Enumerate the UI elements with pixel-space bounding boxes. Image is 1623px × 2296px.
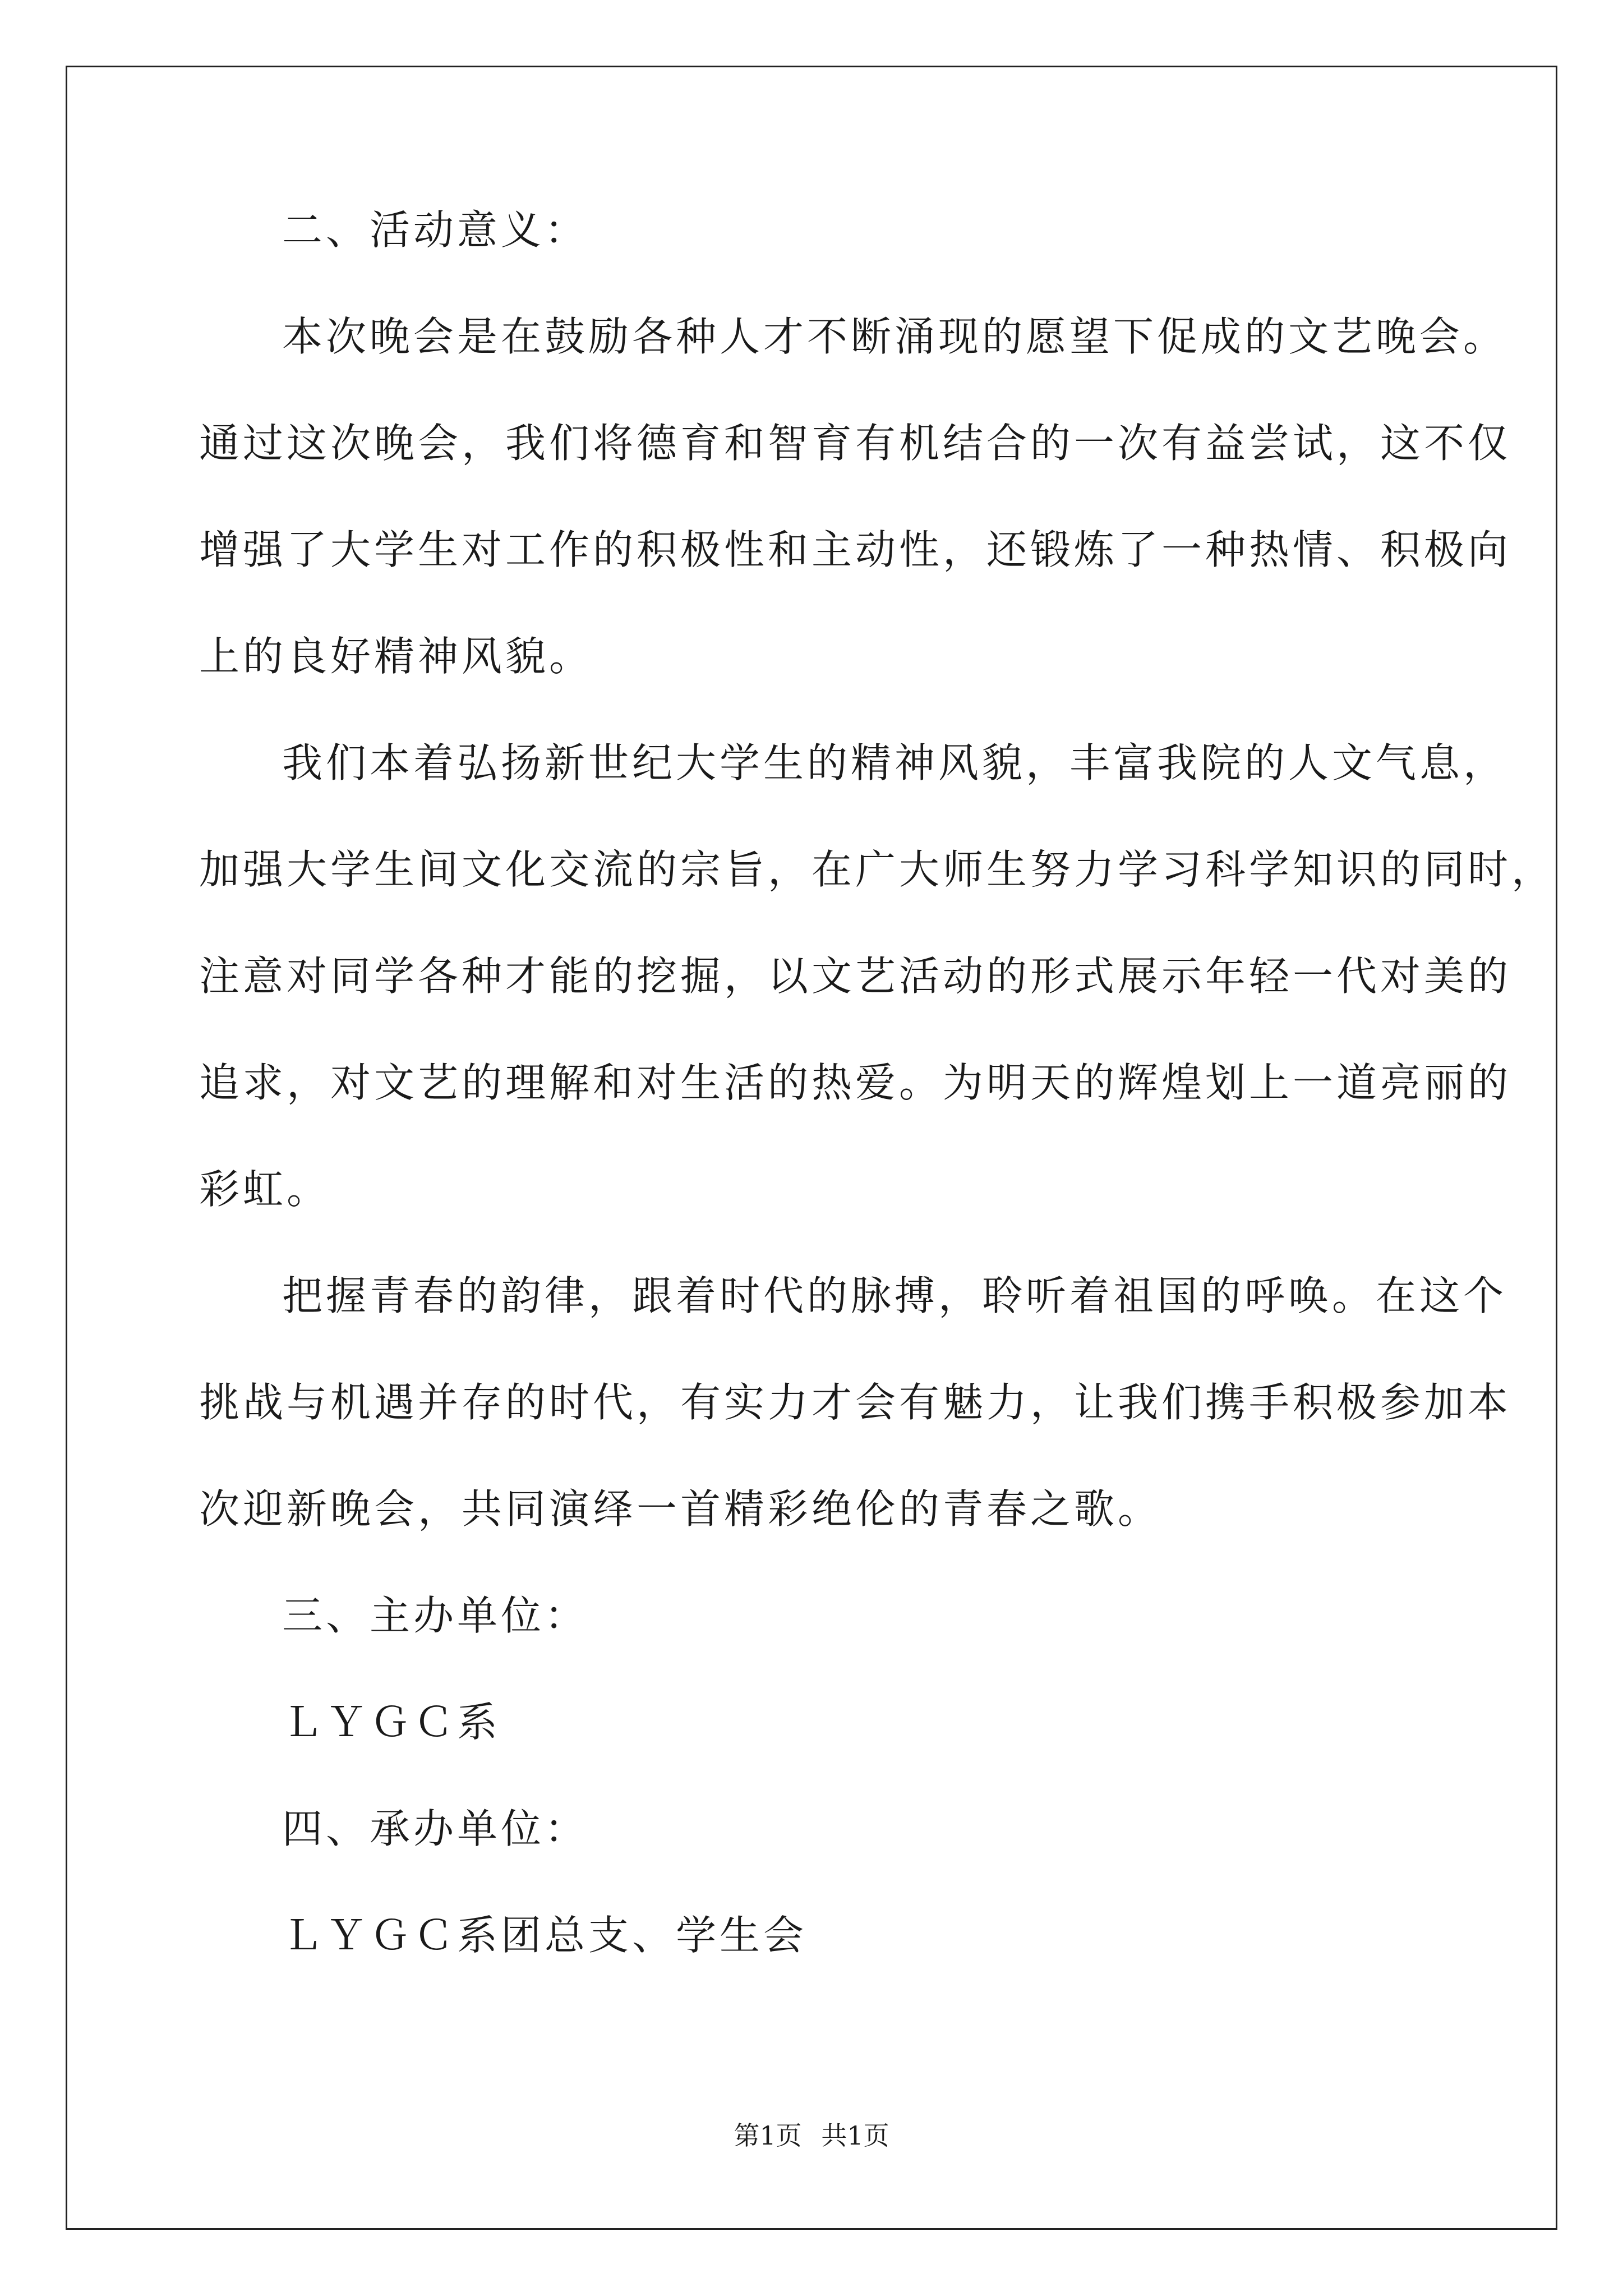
page-border <box>66 66 1557 2230</box>
co-organizer-name: ＬＹＧＣ系团总支、学生会 <box>282 1912 808 1959</box>
paragraph-line: 加强大学生间文化交流的宗旨，在广大师生努力学习科学知识的同时， <box>199 846 1556 893</box>
paragraph-line: 通过这次晚会，我们将德育和智育有机结合的一次有益尝试，这不仅 <box>199 420 1512 467</box>
paragraph-line: 挑战与机遇并存的时代，有实力才会有魅力，让我们携手积极参加本 <box>199 1379 1512 1426</box>
page-number: 第1页 <box>734 2120 802 2151</box>
paragraph-line: 追求，对文艺的理解和对生活的热爱。为明天的辉煌划上一道亮丽的 <box>199 1059 1512 1106</box>
paragraph-line: 注意对同学各种才能的挖掘，以文艺活动的形式展示年轻一代对美的 <box>199 953 1512 1000</box>
section-heading-2: 二、活动意义： <box>282 206 589 254</box>
page-total: 共1页 <box>821 2120 889 2151</box>
organizer-name: ＬＹＧＣ系 <box>282 1699 501 1746</box>
paragraph-line: 增强了大学生对工作的积极性和主动性，还锻炼了一种热情、积极向 <box>199 526 1512 573</box>
paragraph-line: 把握青春的韵律，跟着时代的脉搏，聆听着祖国的呼唤。在这个 <box>282 1272 1507 1319</box>
paragraph-line: 上的良好精神风貌。 <box>199 633 593 680</box>
paragraph-line: 本次晚会是在鼓励各种人才不断涌现的愿望下促成的文艺晚会。 <box>282 313 1507 360</box>
section-heading-3: 三、主办单位： <box>282 1592 589 1639</box>
paragraph-line: 次迎新晚会，共同演绎一首精彩绝伦的青春之歌。 <box>199 1485 1162 1533</box>
paragraph-line: 彩虹。 <box>199 1166 331 1213</box>
paragraph-line: 我们本着弘扬新世纪大学生的精神风貌，丰富我院的人文气息， <box>282 739 1507 786</box>
section-heading-4: 四、承办单位： <box>282 1805 589 1852</box>
page-footer <box>0 2119 1623 2152</box>
